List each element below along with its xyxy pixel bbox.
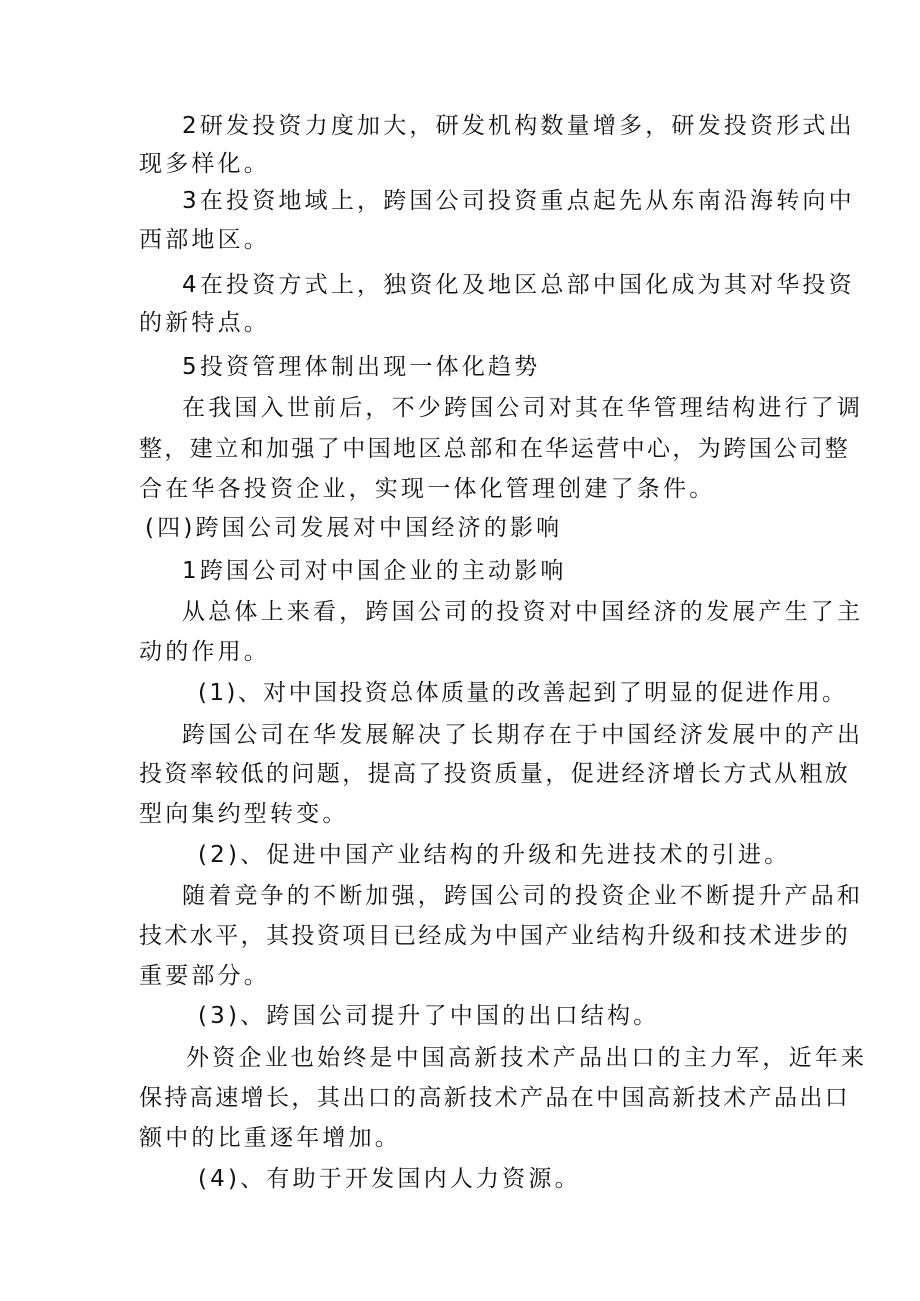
text-line: 跨国公司在华发展解决了长期存在于中国经济发展中的产出 bbox=[182, 722, 864, 748]
section-heading: (四)跨国公司发展对中国经济的影响 bbox=[145, 515, 563, 541]
text-line: 西部地区。 bbox=[139, 227, 270, 253]
text-line: 投资率较低的问题，提高了投资质量，促进经济增长方式从粗放 bbox=[139, 761, 851, 787]
numbered-point: (3)、跨国公司提升了中国的出口结构。 bbox=[198, 1003, 660, 1029]
text-line: 3在投资地域上，跨国公司投资重点起先从东南沿海转向中 bbox=[182, 188, 855, 214]
text-line: 从总体上来看，跨国公司的投资对中国经济的发展产生了主 bbox=[182, 599, 864, 625]
text-line: 型向集约型转变。 bbox=[139, 801, 349, 827]
section-subheading: 1跨国公司对中国企业的主动影响 bbox=[182, 558, 567, 584]
text-line: 4在投资方式上，独资化及地区总部中国化成为其对华投资 bbox=[182, 272, 855, 298]
numbered-point: (1)、对中国投资总体质量的改善起到了明显的促进作用。 bbox=[198, 680, 848, 706]
text-line: 动的作用。 bbox=[139, 639, 270, 665]
text-line: 随着竞争的不断加强，跨国公司的投资企业不断提升产品和 bbox=[182, 883, 864, 909]
text-line: 的新特点。 bbox=[139, 310, 270, 336]
text-line: 在我国入世前后，不少跨国公司对其在华管理结构进行了调 bbox=[182, 395, 864, 421]
numbered-point: (4)、有助于开发国内人力资源。 bbox=[198, 1166, 581, 1192]
text-line: 现多样化。 bbox=[139, 151, 270, 177]
text-line: 整，建立和加强了中国地区总部和在华运营中心，为跨国公司整 bbox=[139, 436, 851, 462]
section-subheading: 5投资管理体制出现一体化趋势 bbox=[182, 354, 541, 380]
text-line: 外资企业也始终是中国高新技术产品出口的主力军，近年来 bbox=[186, 1045, 868, 1071]
text-line: 重要部分。 bbox=[139, 963, 270, 989]
text-line: 合在华各投资企业，实现一体化管理创建了条件。 bbox=[139, 476, 716, 502]
text-line: 2研发投资力度加大，研发机构数量增多，研发投资形式出 bbox=[182, 113, 855, 139]
text-line: 额中的比重逐年增加。 bbox=[139, 1125, 401, 1151]
text-line: 技术水平，其投资项目已经成为中国产业结构升级和技术进步的 bbox=[139, 923, 851, 949]
text-line: 保持高速增长，其出口的高新技术产品在中国高新技术产品出口 bbox=[139, 1085, 851, 1111]
numbered-point: (2)、促进中国产业结构的升级和先进技术的引进。 bbox=[198, 842, 791, 868]
